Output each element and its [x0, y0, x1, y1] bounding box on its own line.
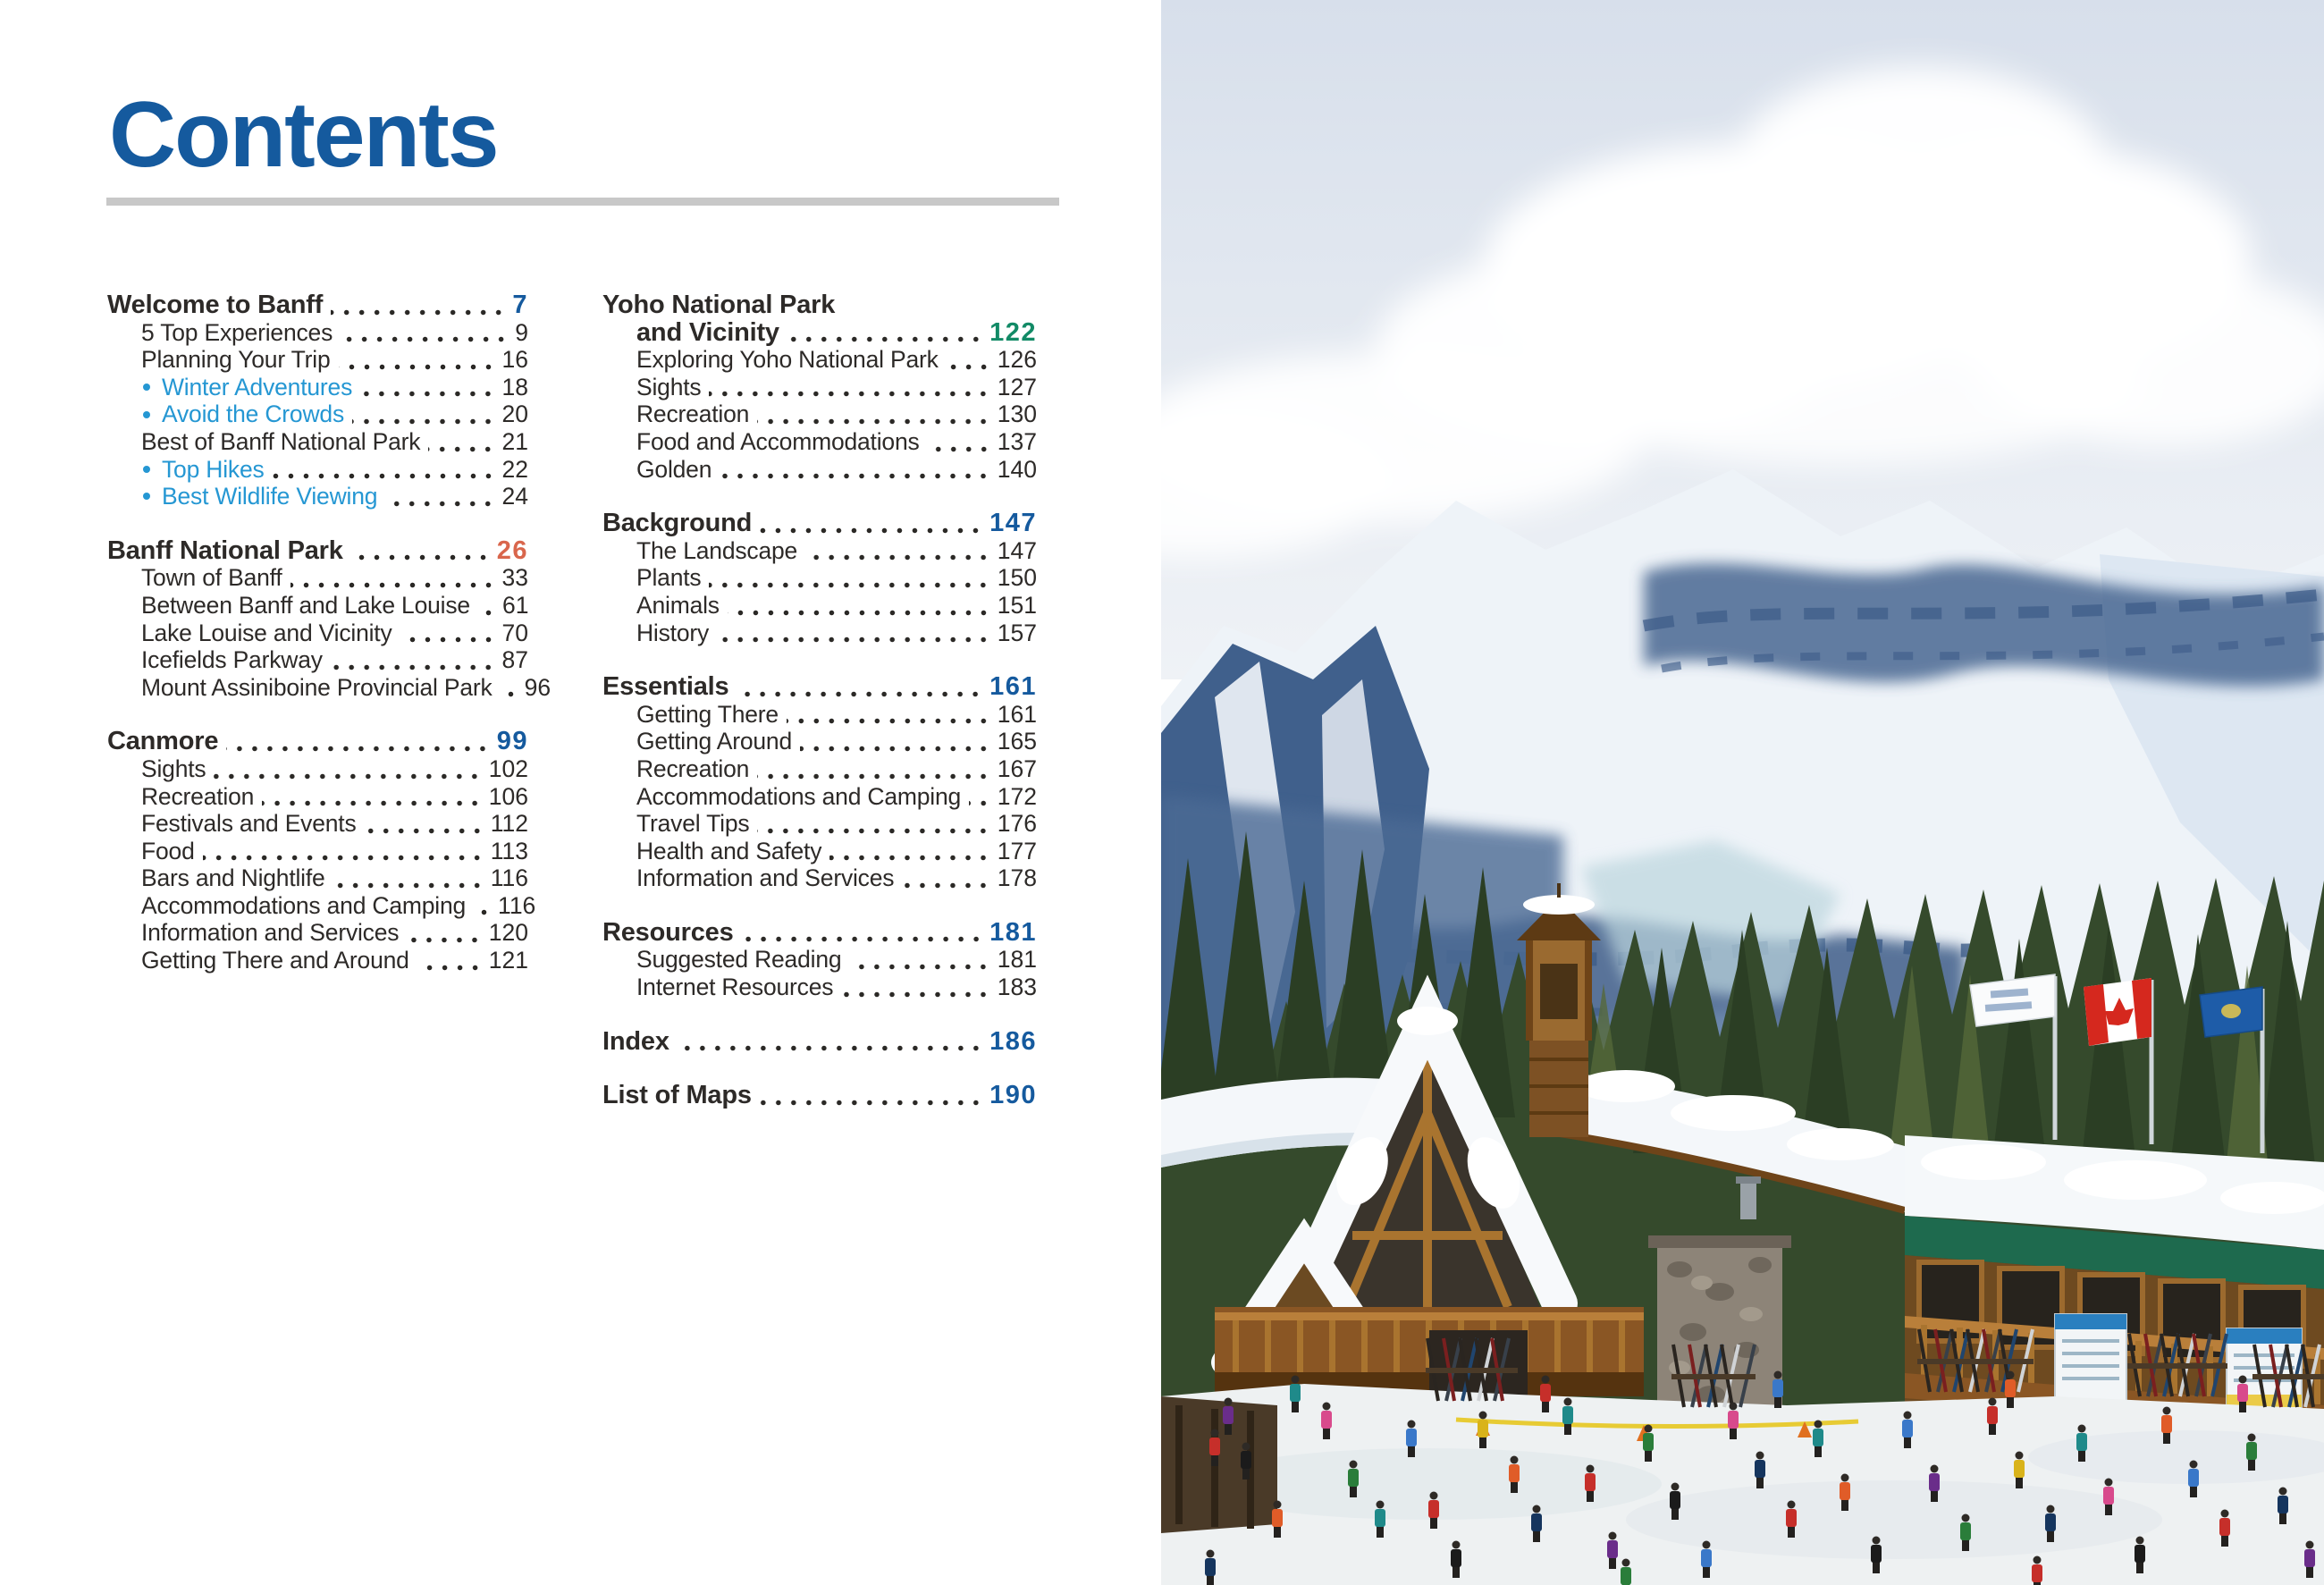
trail-map-sign	[2055, 1314, 2126, 1407]
dot-leader	[709, 582, 990, 588]
dot-leader	[331, 309, 506, 316]
page-number: 122	[989, 317, 1037, 347]
dot-leader	[290, 582, 496, 588]
page-number: 102	[488, 755, 528, 782]
toc-label: Travel Tips	[636, 810, 750, 838]
toc-label: Top Hikes	[162, 455, 265, 483]
page-number: 96	[524, 673, 552, 701]
toc-item-row[interactable]	[107, 673, 552, 702]
toc-heading-row[interactable]	[602, 510, 1037, 537]
page-number: 106	[488, 782, 528, 810]
page-number: 61	[501, 591, 529, 619]
toc-label: Yoho National Park	[602, 291, 836, 319]
page-number: 22	[501, 455, 528, 483]
page-number: 183	[997, 974, 1037, 1001]
dot-leader	[331, 664, 496, 670]
toc-item-row[interactable]	[602, 864, 1037, 892]
toc-section	[107, 727, 536, 974]
page-number: 181	[989, 917, 1037, 947]
toc-item-row[interactable]	[602, 537, 1037, 565]
toc-label: Recreation	[636, 400, 750, 428]
toc-section	[107, 535, 552, 702]
toc-item-row[interactable]	[107, 428, 528, 456]
page-number: 120	[488, 919, 528, 947]
bullet-icon	[143, 493, 150, 500]
photo-illustration	[1161, 0, 2324, 1585]
page-number: 176	[997, 810, 1037, 838]
dot-leader	[902, 882, 990, 889]
toc-item-row[interactable]	[602, 374, 1037, 401]
toc-column-1	[107, 291, 552, 974]
toc-label: 5 Top Experiences	[141, 318, 333, 346]
toc-label: Background	[602, 509, 753, 538]
toc-item-row[interactable]	[602, 346, 1037, 374]
toc-label: Index	[602, 1026, 669, 1056]
toc-item-row[interactable]	[107, 755, 528, 783]
toc-label: Information and Services	[141, 919, 400, 947]
toc-item-row[interactable]	[602, 701, 1037, 729]
toc-item-row[interactable]	[602, 620, 1037, 647]
dot-leader	[787, 718, 991, 724]
toc-label: Recreation	[141, 782, 255, 810]
toc-heading-row[interactable]	[602, 673, 1037, 701]
toc-label: Exploring Yoho National Park	[636, 346, 939, 374]
page-number: 121	[488, 947, 528, 974]
toc-label: Planning Your Trip	[141, 346, 331, 374]
toc-heading-row[interactable]	[602, 1028, 1037, 1056]
dot-leader	[417, 965, 483, 971]
dot-leader	[757, 418, 991, 425]
toc-item-row[interactable]	[602, 564, 1037, 592]
toc-item-row[interactable]	[107, 564, 528, 592]
toc-heading-row[interactable]	[602, 919, 1037, 947]
toc-label: Bars and Nightlife	[141, 864, 325, 892]
page-number: 9	[515, 318, 528, 346]
page-number: 165	[997, 728, 1037, 755]
dot-leader	[805, 554, 991, 561]
toc-item-row[interactable]	[107, 483, 528, 510]
toc-label: Resources	[602, 917, 734, 947]
dot-leader	[360, 391, 495, 397]
toc-item-row[interactable]	[602, 783, 1037, 811]
page-number: 186	[989, 1026, 1037, 1056]
page-number: 167	[997, 755, 1037, 782]
canada-flag	[2084, 978, 2151, 1046]
toc-column-2	[602, 291, 1037, 1109]
toc-label: Recreation	[636, 755, 750, 782]
toc-section	[602, 919, 1037, 1001]
toc-item-row[interactable]	[107, 400, 528, 428]
dot-leader	[352, 418, 496, 425]
page-number: 26	[496, 535, 528, 565]
dot-leader	[478, 610, 496, 616]
page-number: 21	[501, 427, 528, 455]
page-number: 151	[997, 591, 1037, 619]
toc-label: Sights	[636, 373, 702, 400]
toc-label: Food and Accommodations	[636, 427, 920, 455]
toc-item-row[interactable]	[107, 783, 528, 811]
toc-item-row[interactable]	[107, 947, 528, 974]
toc-label: Best Wildlife Viewing	[162, 483, 378, 510]
page-number: 147	[997, 536, 1037, 564]
toc-label: Sights	[141, 755, 206, 782]
toc-item-row[interactable]	[107, 346, 528, 374]
toc-label: Best of Banff National Park	[141, 427, 421, 455]
page-number: 112	[490, 810, 528, 838]
dot-leader	[947, 364, 991, 370]
toc-item-row[interactable]	[107, 620, 528, 647]
page-number: 178	[997, 864, 1037, 892]
page-number: 33	[501, 564, 528, 592]
alberta-flag	[2200, 987, 2262, 1037]
skier	[2032, 1556, 2042, 1585]
toc-heading-row[interactable]	[602, 1082, 1037, 1109]
toc-item-row[interactable]	[107, 891, 536, 920]
toc-item-row[interactable]	[602, 838, 1037, 865]
page-number: 7	[512, 291, 528, 319]
dot-leader	[760, 527, 983, 534]
page-number: 161	[997, 700, 1037, 728]
dot-leader	[214, 773, 482, 780]
dot-leader	[262, 800, 483, 806]
toc-item-row[interactable]	[602, 755, 1037, 783]
dot-leader	[720, 473, 991, 479]
toc-label: and Vicinity	[636, 317, 779, 347]
toc-section	[602, 291, 1037, 483]
dot-leader	[709, 391, 990, 397]
page-number: 190	[989, 1081, 1037, 1110]
dot-leader	[400, 637, 496, 643]
dot-leader	[787, 336, 983, 342]
dot-leader	[365, 828, 484, 834]
toc-label: Between Banff and Lake Louise	[141, 591, 470, 619]
toc-section	[107, 291, 528, 510]
dot-leader	[351, 554, 491, 561]
page-number: 161	[989, 672, 1037, 702]
dot-leader	[849, 964, 990, 970]
dot-leader	[339, 364, 496, 370]
toc-label: Essentials	[602, 672, 729, 702]
toc-item-row[interactable]	[107, 810, 528, 838]
page-number: 140	[997, 455, 1037, 483]
toc-item-row[interactable]	[602, 428, 1037, 456]
page-number: 87	[501, 646, 528, 674]
dot-leader	[428, 446, 495, 452]
toc-item-row[interactable]	[107, 319, 528, 347]
page-number: 116	[490, 864, 528, 892]
dot-leader	[407, 937, 482, 943]
dot-leader	[717, 637, 991, 643]
dot-leader	[678, 1045, 983, 1051]
toc-heading-row[interactable]	[107, 728, 528, 755]
toc-section	[602, 510, 1037, 646]
skier	[1621, 1559, 1631, 1585]
toc-item-row[interactable]	[107, 646, 528, 674]
bullet-icon	[143, 411, 150, 418]
toc-label: Food	[141, 837, 195, 864]
page-number: 157	[997, 619, 1037, 646]
toc-label: Avoid the Crowds	[162, 400, 344, 428]
dot-leader	[474, 909, 492, 915]
toc-item-row[interactable]	[107, 592, 528, 620]
dot-leader	[728, 610, 991, 616]
toc-item-row[interactable]	[602, 592, 1037, 620]
toc-label: Winter Adventures	[162, 373, 353, 400]
toc-label: Accommodations and Camping	[141, 891, 467, 919]
toc-section	[602, 673, 1037, 892]
toc-label: Town of Banff	[141, 564, 282, 592]
toc-label: Getting There and Around	[141, 947, 409, 974]
toc-label: The Landscape	[636, 536, 798, 564]
toc-label: Plants	[636, 564, 702, 592]
dot-leader	[737, 691, 983, 697]
page-number: 16	[501, 346, 528, 374]
toc-label: Lake Louise and Vicinity	[141, 619, 392, 646]
dot-leader	[273, 473, 496, 479]
toc-section	[602, 1028, 1037, 1056]
toc-label: Health and Safety	[636, 837, 822, 864]
dot-leader	[742, 936, 984, 942]
toc-item-row[interactable]	[107, 919, 528, 947]
dot-leader	[341, 336, 509, 342]
page-number: 70	[501, 619, 528, 646]
page-number: 147	[989, 509, 1037, 538]
page-number: 150	[997, 564, 1037, 592]
bullet-icon	[143, 384, 150, 391]
toc-label: Mount Assiniboine Provincial Park	[141, 673, 493, 701]
page-title: Contents	[109, 83, 498, 187]
toc-label: Getting Around	[636, 728, 792, 755]
title-rule	[106, 198, 1059, 206]
toc-heading-row[interactable]	[107, 291, 528, 319]
page-number: 126	[997, 346, 1037, 374]
dot-leader	[333, 882, 484, 889]
dot-leader	[760, 1100, 983, 1106]
toc-heading-row[interactable]	[107, 537, 528, 565]
dot-leader	[203, 855, 484, 861]
dot-leader	[501, 691, 518, 697]
toc-label: Welcome to Banff	[107, 291, 324, 319]
page-number: 177	[997, 837, 1037, 864]
toc-item-row[interactable]	[602, 456, 1037, 484]
toc-item-row[interactable]	[602, 728, 1037, 755]
toc-item-row[interactable]	[602, 810, 1037, 838]
toc-item-row[interactable]	[107, 456, 528, 484]
dot-leader	[757, 773, 991, 780]
page-number: 99	[496, 727, 528, 756]
dot-leader	[226, 746, 490, 752]
page-number: 181	[997, 946, 1037, 974]
toc-item-row[interactable]	[107, 864, 528, 892]
dot-leader	[800, 746, 991, 752]
snow-ground	[1161, 1384, 2324, 1585]
toc-label: Festivals and Events	[141, 810, 357, 838]
page-number: 18	[501, 373, 528, 400]
toc-section	[602, 1082, 1037, 1109]
dot-leader	[829, 855, 991, 861]
toc-heading-row[interactable]	[602, 319, 1037, 347]
bullet-icon	[143, 466, 150, 473]
toc-label: Golden	[636, 455, 712, 483]
dot-leader	[757, 828, 990, 834]
toc-label: Accommodations and Camping	[636, 782, 962, 810]
dot-leader	[841, 991, 990, 998]
dot-leader	[385, 501, 495, 507]
toc-label: Icefields Parkway	[141, 646, 323, 674]
toc-label: Suggested Reading	[636, 946, 842, 974]
toc-label: History	[636, 619, 710, 646]
dot-leader	[969, 800, 991, 806]
lake-louise-lodge-photo	[1161, 0, 2324, 1585]
toc-label: Animals	[636, 591, 720, 619]
toc-label: Information and Services	[636, 864, 895, 892]
page-number: 137	[997, 427, 1037, 455]
toc-label: Internet Resources	[636, 974, 834, 1001]
dot-leader	[928, 446, 991, 452]
page-number: 127	[997, 373, 1037, 400]
toc-label: Canmore	[107, 727, 219, 756]
toc-item-row[interactable]	[107, 838, 528, 865]
page-number: 172	[997, 782, 1037, 810]
toc-item-row[interactable]	[602, 946, 1037, 974]
page-number: 113	[490, 837, 528, 864]
page-number: 24	[501, 483, 528, 510]
page-number: 20	[501, 400, 528, 428]
toc-label: Banff National Park	[107, 535, 343, 565]
toc-label: List of Maps	[602, 1081, 752, 1110]
toc-label: Getting There	[636, 700, 779, 728]
toc-item-row[interactable]	[107, 374, 528, 401]
toc-item-row[interactable]	[602, 400, 1037, 428]
page-number: 116	[498, 891, 536, 919]
toc-heading-row[interactable]	[602, 291, 1037, 319]
page-number: 130	[997, 400, 1037, 428]
toc-item-row[interactable]	[602, 974, 1037, 1001]
